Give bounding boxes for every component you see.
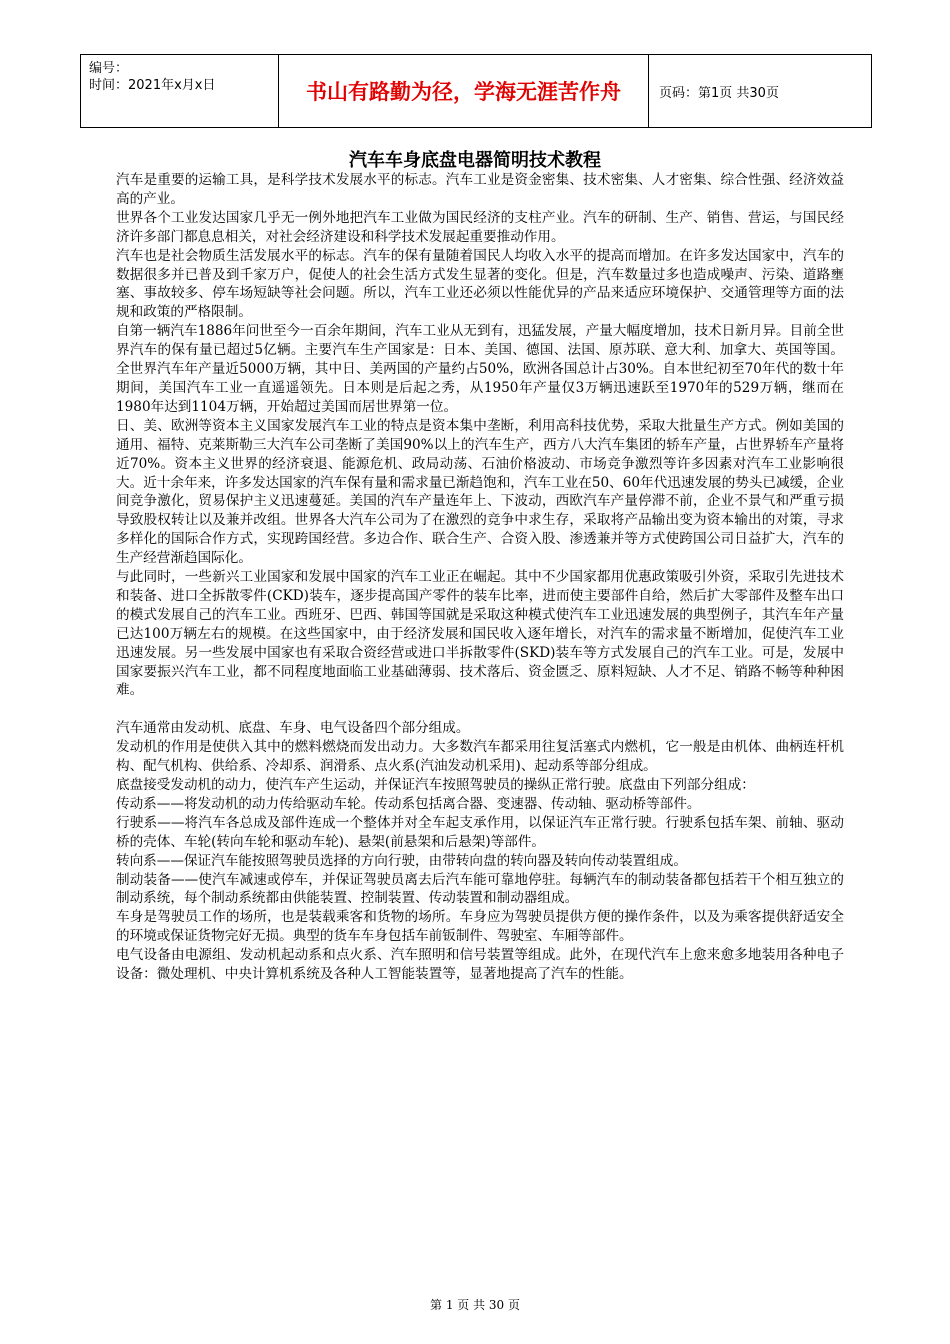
paragraph: 与此同时，一些新兴工业国家和发展中国家的汽车工业正在崛起。其中不少国家都用优惠政策吸引外资，采取引先进技术和装备、进口全拆散零件(CKD)装车，逐步提高国产零件的装车比率，进而使主要部件自给，然后扩大零部件及整车出口的模式发展自己的汽车工业。西班牙、巴西、韩国等国就是采取这种模式使汽车工业迅速发展的典型例子，其汽车年产量已达100万辆左右的规模。在这些国家中，由于经济发展和国民收入逐年增长，对汽车的需求量不断增加，促使汽车工业迅速发展。另一些发展中国家也有采取合资经营或进口半拆散零件(SKD)装车等方式发展自己的汽车工业。可是，发展中国家要振兴汽车工业，都不同程度地面临工业基础薄弱、技术落后、资金匮乏、原料短缺、人才不足、销路不畅等种种困难。 [116, 569, 844, 699]
blank-line [116, 700, 844, 719]
paragraph: 世界各个工业发达国家几乎无一例外地把汽车工业做为国民经济的支柱产业。汽车的研制、生产、销售、营运，与国民经济许多部门都息息相关，对社会经济建设和科学技术发展起重要推动作用。 [116, 209, 844, 245]
motto-text: 书山有路勤为径，学海无涯苦作舟 [306, 80, 621, 104]
page-code: 页码：第1页 共30页 [659, 85, 779, 101]
number-label: 编号： [89, 61, 129, 76]
paragraph: 自第一辆汽车1886年问世至今一百余年期间，汽车工业从无到有，迅猛发展，产量大幅度增加，技术日新月异。目前全世界汽车的保有量已超过5亿辆。主要汽车生产国家是：日本、美国、德国、法国、原苏联、意大利、加拿大、英国等国。全世界汽车年产量近5000万辆，其中日、美两国的产量约占50%，欧洲各国总计占30%。自本世纪初至70年代的数十年期间，美国汽车工业一直遥遥领先。日本则是后起之秀，从1950年产量仅3万辆迅速跃至1970年的529万辆，继而在1980年达到1104万辆，开始超过美国而居世界第一位。 [116, 323, 844, 415]
header-motto-cell [279, 55, 649, 127]
paragraph: 电气设备由电源组、发动机起动系和点火系、汽车照明和信号装置等组成。此外，在现代汽车上愈来愈多地装用各种电子设备：微处理机、中央计算机系统及各种人工智能装置等，显著地提高了汽车的性能。 [116, 947, 844, 983]
paragraph: 传动系——将发动机的动力传给驱动车轮。传动系包括离合器、变速器、传动轴、驱动桥等部件。 [116, 795, 701, 812]
time-label: 时间：2021年x月x日 [89, 78, 216, 93]
paragraph: 汽车是重要的运输工具，是科学技术发展水平的标志。汽车工业是资金密集、技术密集、人才密集、综合性强、经济效益高的产业。 [116, 172, 844, 207]
paragraph: 车身是驾驶员工作的场所，也是装载乘客和货物的场所。车身应为驾驶员提供方便的操作条件，以及为乘客提供舒适安全的环境或保证货物完好无损。典型的货车车身包括车前钣制件、驾驶室、车厢等部件。 [116, 909, 844, 945]
page-footer: 第 1 页 共 30 页 [430, 1298, 520, 1312]
document-header [80, 54, 872, 128]
paragraph: 底盘接受发动机的动力，使汽车产生运动，并保证汽车按照驾驶员的操纵正常行驶。底盘由下列部分组成： [116, 776, 755, 793]
document-title: 汽车车身底盘电器简明技术教程 [349, 150, 601, 171]
paragraph: 汽车也是社会物质生活发展水平的标志。汽车的保有量随着国民人均收入水平的提高而增加。在许多发达国家中，汽车的数据很多并已普及到千家万户，促使人的社会生活方式发生显著的变化。但是，汽车数量过多也造成噪声、污染、道路壅塞、事故较多、停车场短缺等社会问题。所以，汽车工业还必须以性能优异的产品来适应环境保护、交通管理等方面的法规和政策的严格限制。 [116, 247, 844, 321]
header-meta-cell [81, 55, 279, 127]
paragraph: 转向系——保证汽车能按照驾驶员选择的方向行驶，由带转向盘的转向器及转向传动装置组成。 [116, 852, 687, 869]
document-body [116, 171, 844, 984]
header-page-cell [649, 55, 871, 127]
paragraph: 行驶系——将汽车各总成及部件连成一个整体并对全车起支承作用，以保证汽车正常行驶。行驶系包括车架、前轴、驱动桥的壳体、车轮(转向车轮和驱动车轮)、悬架(前悬架和后悬架)等部件。 [116, 814, 844, 850]
paragraph: 制动装备——使汽车减速或停车，并保证驾驶员离去后汽车能可靠地停驻。每辆汽车的制动装备都包括若干个相互独立的制动系统，每个制动系统都由供能装置、控制装置、传动装置和制动器组成。 [116, 871, 844, 907]
paragraph: 发动机的作用是使供入其中的燃料燃烧而发出动力。大多数汽车都采用往复活塞式内燃机，它一般是由机体、曲柄连杆机构、配气机构、供给系、冷却系、润滑系、点火系(汽油发动机采用)、起动系等部分组成。 [116, 739, 844, 775]
paragraph: 日、美、欧洲等资本主义国家发展汽车工业的特点是资本集中垄断，利用高科技优势，采取大批量生产方式。例如美国的通用、福特、克莱斯勒三大汽车公司垄断了美国90%以上的汽车生产，西方八大汽车集团的轿车产量，占世界轿车产量将近70%。资本主义世界的经济衰退、能源危机、政局动荡、石油价格波动、市场竞争激烈等许多因素对汽车工业影响很大。近十余年来，许多发达国家的汽车保有量和需求量已渐趋饱和，汽车工业在50、60年代迅速发展的势头已减缓，企业间竞争激化，贸易保护主义迅速蔓延。美国的汽车产量连年上、下波动，西欧汽车产量停滞不前，企业不景气和严重亏损导致股权转让以及兼并改组。世界各大汽车公司为了在激烈的竞争中求生存，采取将产品输出变为资本输出的对策，寻求多样化的国际合作方式，实现跨国经营。多边合作、联合生产、合资入股、渗透兼并等方式使跨国公司日益扩大，汽车的生产经营渐趋国际化。 [116, 417, 844, 567]
paragraph: 汽车通常由发动机、底盘、车身、电气设备四个部分组成。 [116, 720, 470, 737]
